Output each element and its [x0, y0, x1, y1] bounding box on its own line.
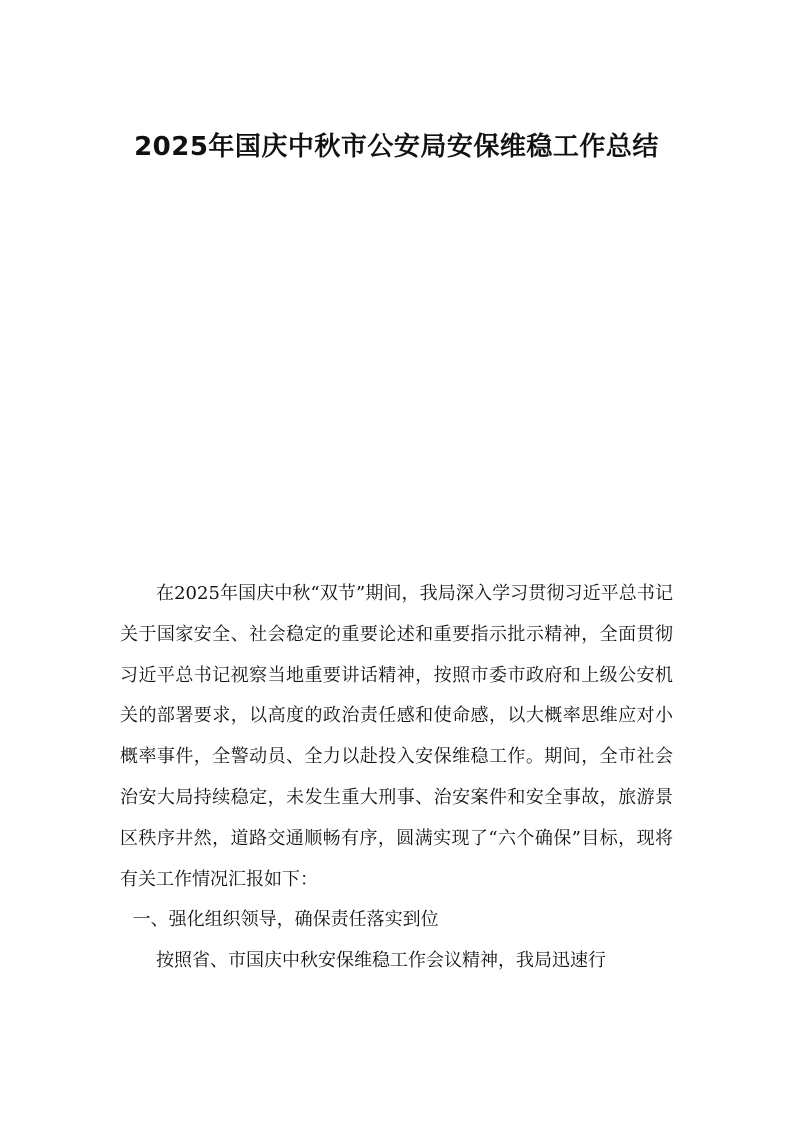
section-paragraph: 按照省、市国庆中秋安保维稳工作会议精神，我局迅速行: [156, 950, 606, 972]
document-title: 2025年国庆中秋市公安局安保维稳工作总结: [134, 132, 659, 162]
section-heading: 一、强化组织领导，确保责任落实到位: [132, 909, 439, 931]
document-body: [120, 574, 673, 982]
intro-paragraph: 在2025年国庆中秋“双节”期间，我局深入学习贯彻习近平总书记关于国家安全、社会稳定的重要论述和重要指示批示精神，全面贯彻习近平总书记视察当地重要讲话精神，按照市委市政府和上级公安机关的部署要求，以高度的政治责任感和使命感，以大概率思维应对小概率事件，全警动员、全力以赴投入安保维稳工作。期间，全市社会治安大局持续稳定，未发生重大刑事、治安案件和安全事故，旅游景区秩序井然，道路交通顺畅有序，圆满实现了“六个确保”目标，现将有关工作情况汇报如下：: [120, 583, 673, 890]
